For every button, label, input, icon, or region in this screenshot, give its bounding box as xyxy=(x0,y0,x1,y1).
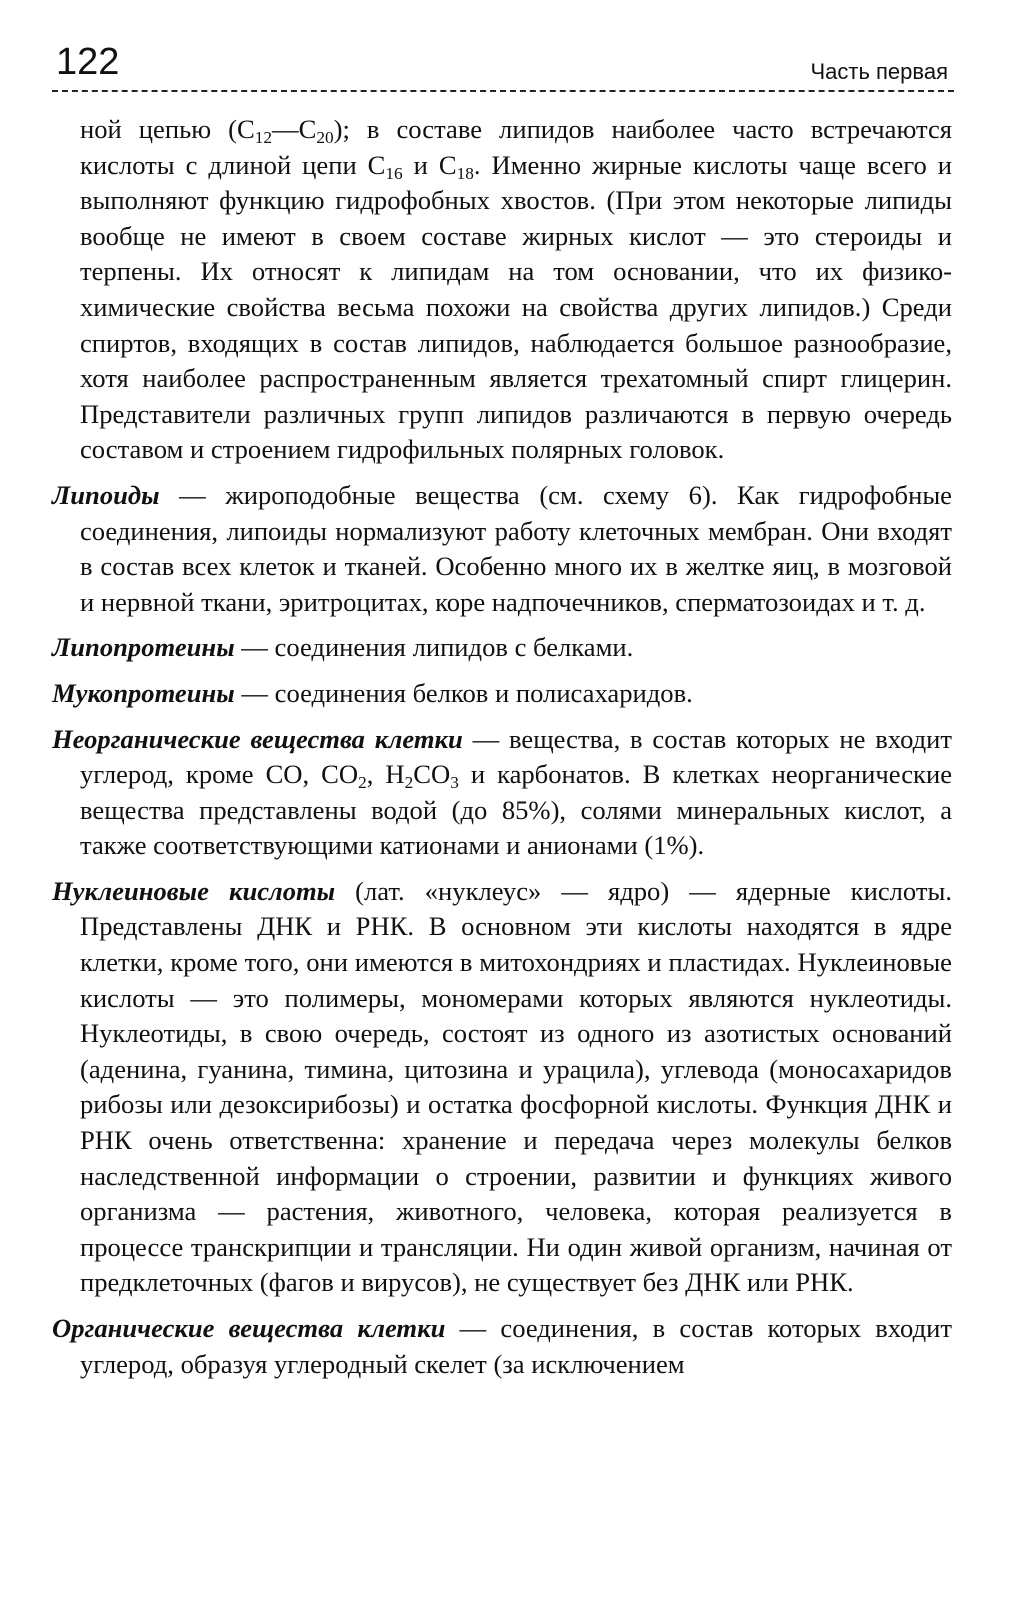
subscript: 18 xyxy=(456,163,474,183)
text: и карбонатов. В клетках неорганические вещества представлены водой (до 85%), солями минеральных кислот, а также соответствующими катионами и анионами (1%). xyxy=(80,759,952,861)
subscript: 16 xyxy=(385,163,403,183)
definition-lipoids: — жироподобные вещества (см. схему 6). Как гидрофобные соединения, липоиды нормализуют работу клеточных мембран. Они входят в состав всех клеток и тканей. Особенно много их в желтке яиц, в мозговой и нервной ткани, эритроцитах, коре надпочечников, сперматозоидах и т. д. xyxy=(80,479,952,617)
text: —C xyxy=(271,114,317,144)
text: ); в составе липидов наиболее часто встречаются кислоты с длиной цепи C xyxy=(80,114,952,180)
entry-inorganic-substances xyxy=(52,722,952,864)
entry-nucleic-acids xyxy=(52,874,952,1301)
definition-lipoproteins: — соединения липидов с белками. xyxy=(234,632,634,663)
text: . Именно жирные кислоты чаще всего и выполняют функцию гидрофобных хвостов. (При этом некоторые липиды вообще не имеют в своем составе жирных кислот — это стероиды и терпены. Их относят к липидам на том основании, что их физико-химические свойства весьма похожи на свойства других липидов.) Среди спиртов, входящих в состав липидов, наблюдается большое разнообразие, хотя наиболее распространенным является трехатомный спирт глицерин. Представители различных групп липидов различаются в первую очередь составом и строением гидрофильных полярных головок. xyxy=(80,149,952,465)
entry-lipoids xyxy=(52,478,952,620)
page-content xyxy=(52,112,952,1392)
term-lipoids: Липоиды xyxy=(52,479,160,510)
subscript: 3 xyxy=(450,773,459,793)
term-organic-substances: Органические вещества клетки xyxy=(52,1313,446,1343)
subscript: 2 xyxy=(404,773,414,793)
term-inorganic-substances: Неорганические вещества клетки xyxy=(52,723,463,754)
subscript: 12 xyxy=(254,128,272,148)
definition-organic-substances: — соединения, в состав которых входит углерод, образуя углеродный скелет (за исключением xyxy=(80,1313,952,1379)
section-title: Часть первая xyxy=(810,59,948,84)
subscript: 20 xyxy=(316,128,334,148)
text: , H xyxy=(366,759,405,790)
text: ной цепью (C xyxy=(80,114,255,144)
entry-lipoproteins xyxy=(52,630,952,666)
term-nucleic-acids: Нуклеиновые кислоты xyxy=(52,875,336,906)
text: CO xyxy=(413,759,451,790)
page-header xyxy=(52,38,954,92)
page-number: 122 xyxy=(56,41,120,83)
term-mucoproteins: Мукопротеины xyxy=(52,677,235,708)
paragraph-fatty-acids xyxy=(52,112,952,468)
term-lipoproteins: Липопротеины xyxy=(52,632,235,663)
text: и C xyxy=(402,149,457,180)
text: — вещества, в состав которых не входит углерод, кроме CO, CO xyxy=(80,723,952,790)
entry-organic-substances xyxy=(52,1311,952,1382)
entry-mucoproteins xyxy=(52,676,952,712)
subscript: 2 xyxy=(358,773,367,793)
definition-nucleic-acids: (лат. «нуклеус» — ядро) — ядерные кислоты. Представлены ДНК и РНК. В основном эти кислоты находятся в ядре клетки, кроме того, они имеются в митохондриях и пластидах. Нуклеиновые кислоты — это полимеры, мономерами которых являются нуклеотиды. Нуклеотиды, в свою очередь, состоят из одного из азотистых оснований (аденина, гуанина, тимина, цитозина и урацила), углевода (моносахаридов рибозы или дезоксирибозы) и остатка фосфорной кислоты. Функция ДНК и РНК очень ответственна: хранение и передача через молекулы белков наследственной информации о строении, развитии и функциях живого организма — растения, животного, человека, которая реализуется в процессе транскрипции и трансляции. Ни один живой организм, начиная от предклеточных (фагов и вирусов), не существует без ДНК или РНК. xyxy=(80,875,952,1298)
definition-mucoproteins: — соединения белков и полисахаридов. xyxy=(234,677,693,708)
